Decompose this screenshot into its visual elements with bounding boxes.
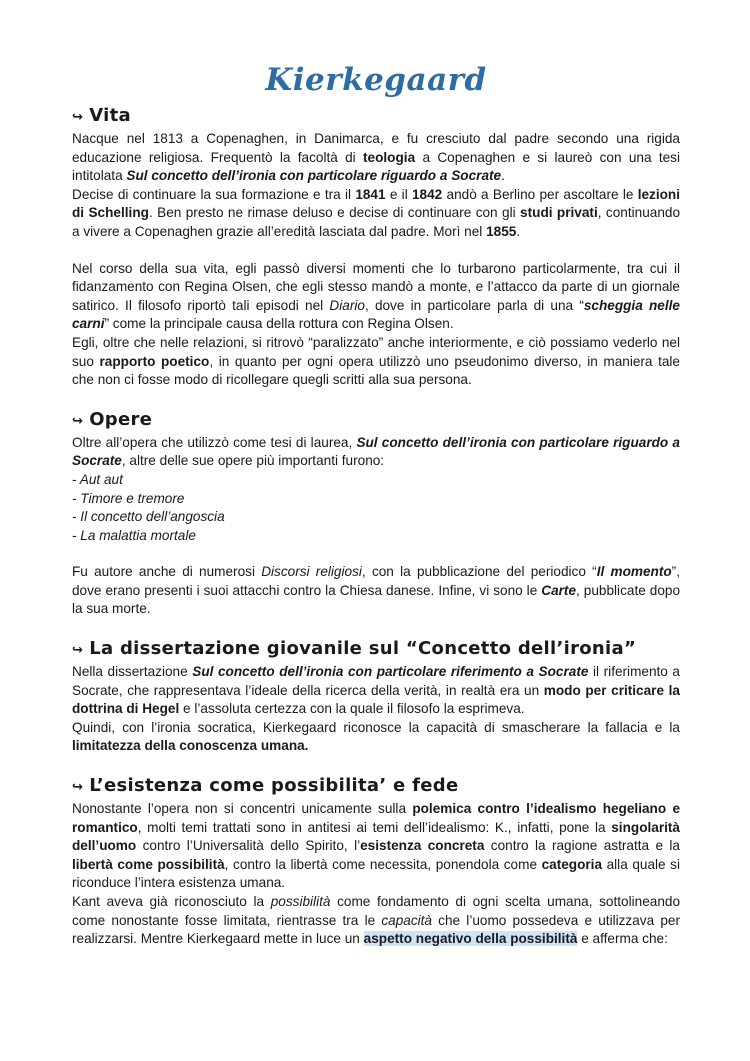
section-heading-dissertazione: ↪ La dissertazione giovanile sul “Concetto dell’ironia” bbox=[72, 638, 637, 660]
arrow-icon: ↪ bbox=[72, 110, 84, 125]
page-title: Kierkegaard bbox=[265, 62, 487, 98]
list-item: - Timore e tremore bbox=[72, 490, 185, 506]
list-item: - La malattia mortale bbox=[72, 527, 196, 543]
list-item: - Aut aut bbox=[72, 471, 123, 487]
arrow-icon: ↪ bbox=[72, 780, 84, 796]
opere-paragraph-2: Fu autore anche di numerosi Discorsi religiosi, con la pubblicazione del periodico “Il momento”, dove erano presenti i suoi attacchi contro la Chiesa danese. Infine, vi sono le Carte, pubblicate dopo la sua morte. bbox=[72, 564, 681, 617]
list-item: - Il concetto dell’angoscia bbox=[72, 509, 225, 525]
section-heading-opere: ↪ Opere bbox=[72, 408, 153, 430]
esistenza-paragraph-1: Nonostante l’opera non si concentri unicamente sulla polemica contro l’idealismo hegeliano e romantico, molti temi trattati sono in antitesi ai temi dell’idealismo: K., infatti, pone la singolarità dell’uomo contro l’Universalità dello Spirito, l’esistenza concreta contro la ragione astratta e la libertà come possibilità, contro la libertà come necessita, ponendola come categoria alla quale si riconduce l’intera esistenza umana. bbox=[72, 801, 681, 891]
section-heading-esistenza: ↪ L’esistenza come possibilita’ e fede bbox=[72, 775, 459, 797]
arrow-icon: ↪ bbox=[72, 643, 84, 659]
dissertazione-paragraph-2: Quindi, con l’ironia socratica, Kierkegaard riconosce la capacità di smascherare la fallacia e la limitatezza della conoscenza umana. bbox=[72, 719, 680, 754]
dissertazione-paragraph-1: Nella dissertazione Sul concetto dell’ironia con particolare riferimento a Socrate il riferimento a Socrate, che rappresentava l’ideale della ricerca della verità, in realtà era un modo per criticare la dottrina di Hegel e l’assoluta certezza con la quale il filosofo la esprimeva. bbox=[72, 664, 680, 717]
vita-paragraph-3: Nel corso della sua vita, egli passò diversi momenti che lo turbarono particolarmente, tra cui il fidanzamento con Regina Olsen, che egli stesso mandò a monte, e l’attacco da parte di un giornale satirico. Il filosofo riportò tali episodi nel Diario, dove in particolare parla di una “scheggia nelle carni” come la principale causa della rottura con Regina Olsen. bbox=[72, 260, 680, 332]
vita-paragraph-4: Egli, oltre che nelle relazioni, si ritrovò “paralizzato” anche interiormente, e ciò possiamo vederlo nel suo rapporto poetico, in quanto per ogni opera utilizzò uno pseudonimo diverso, in maniera tale che non ci fosse modo di ricollegare quegli scritti alla sua persona. bbox=[72, 334, 680, 388]
opere-paragraph-1: Oltre all’opera che utilizzò come tesi di laurea, Sul concetto dell’ironia con particolare riguardo a Socrate, altre delle sue opere più importanti furono: bbox=[72, 434, 680, 469]
vita-paragraph-2: Decise di continuare la sua formazione e tra il 1841 e il 1842 andò a Berlino per ascoltare le lezioni di Schelling. Ben presto ne rimase deluso e decise di continuare con gli studi privati, continuando a vivere a Copenaghen grazie all’eredità lasciata dal padre. Morì nel 1855. bbox=[72, 186, 680, 239]
works-list bbox=[72, 471, 680, 545]
esistenza-paragraph-2: Kant aveva già riconosciuto la possibilità come fondamento di ogni scelta umana, sottolineando come nonostante fosse limitata, rientrasse tra le capacità che l’uomo possedeva e utilizzava per realizzarsi. Mentre Kierkegaard mette in luce un aspetto negativo della possibilità e afferma che: bbox=[72, 894, 680, 947]
section-heading-vita: ↪ Vita bbox=[72, 105, 131, 126]
arrow-icon: ↪ bbox=[72, 413, 84, 429]
document-page bbox=[72, 62, 680, 949]
vita-paragraph-1: Nacque nel 1813 a Copenaghen, in Danimarca, e fu cresciuto dal padre secondo una rigida educazione religiosa. Frequentò la facoltà di teologia a Copenaghen e si laureò con una tesi intitolata Sul concetto dell’ironia con particolare riguardo a Socrate. bbox=[72, 131, 680, 184]
highlighted-text: aspetto negativo della possibilità bbox=[363, 931, 578, 947]
